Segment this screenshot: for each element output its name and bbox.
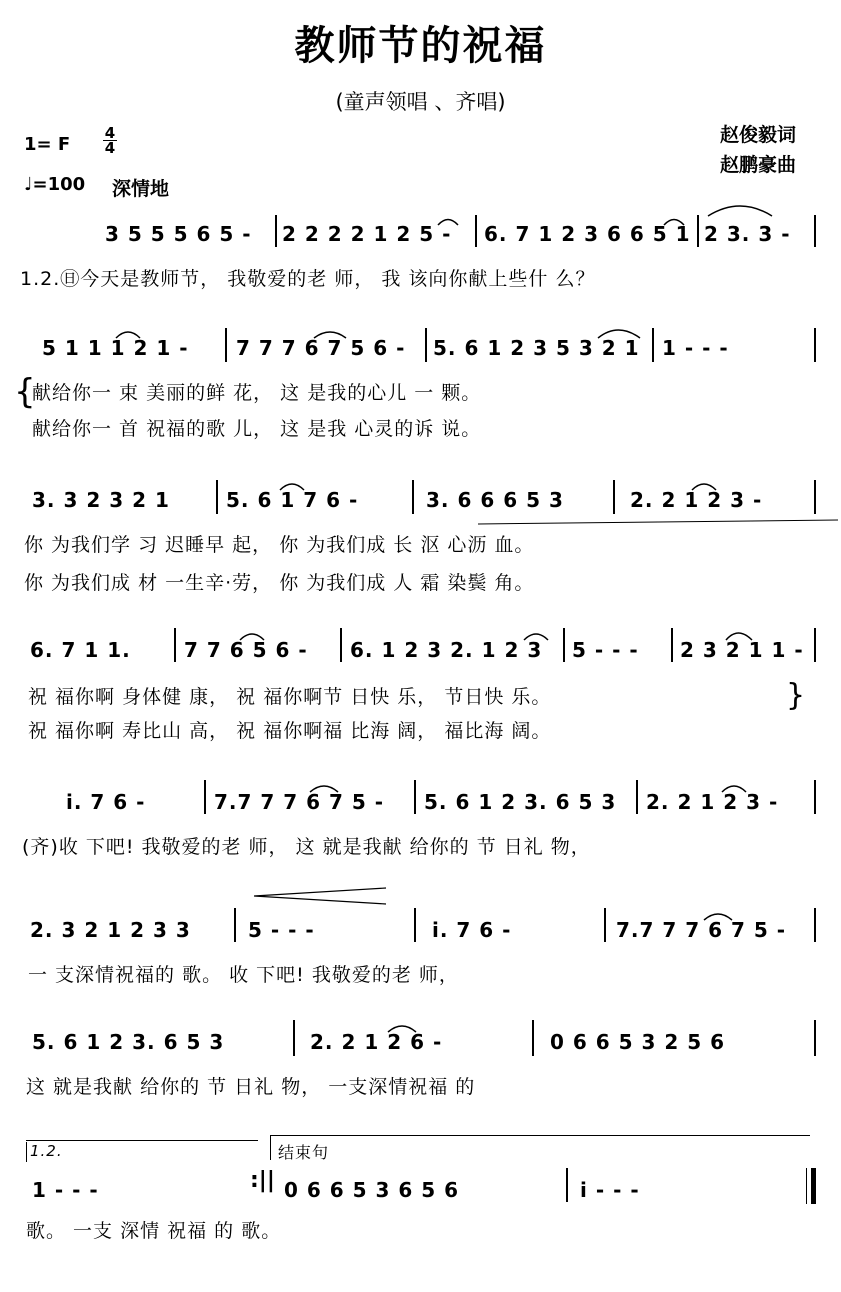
measure-4-2: 7 7 6 5 6 - <box>184 638 308 662</box>
crescendo-mark <box>254 888 386 904</box>
expression-marking: 深情地 <box>112 178 170 200</box>
slur-mark <box>314 332 346 338</box>
measure-6-4: 7.7 7 7 6 7 5 - <box>616 918 787 942</box>
slur-mark <box>692 484 716 490</box>
lyric-line-4b: 祝 福你啊 寿比山 高， 祝 福你啊福 比海 阔， 福比海 阔。 <box>28 720 552 742</box>
measure-3-1: 3. 3 2 3 2 1 <box>32 488 170 512</box>
measure-1-1: 3 5 5 5 6 5 - <box>105 222 252 246</box>
left-brace: { <box>14 372 36 412</box>
lyric-line-2a: 献给你一 束 美丽的鲜 花， 这 是我的心儿 一 颗。 <box>32 382 482 404</box>
slur-mark <box>240 634 264 640</box>
measure-4-3: 6. 1 2 3 2. 1 2 3 <box>350 638 543 662</box>
slur-mark <box>722 786 746 792</box>
measure-6-3: i. 7 6 - <box>432 918 512 942</box>
coda-label: 结束句 <box>278 1143 330 1162</box>
slur-mark <box>388 1026 416 1032</box>
measure-2-4: 1 - - - <box>662 336 729 360</box>
measure-8-2: 0 6 6 5 3 6 5 6 <box>284 1178 460 1202</box>
slur-mark <box>310 786 338 792</box>
measure-1-4: 2 3. 3 - <box>704 222 791 246</box>
measure-6-2: 5 - - - <box>248 918 315 942</box>
slur-mark <box>438 220 458 226</box>
measure-3-2: 5. 6 1 7 6 - <box>226 488 359 512</box>
measure-3-3: 3. 6 6 6 5 3 <box>426 488 564 512</box>
measure-8-1: 1 - - - <box>32 1178 99 1202</box>
right-brace: } <box>786 678 806 713</box>
composer-credit: 赵鹏豪曲 <box>720 154 797 176</box>
key-signature: 1= F <box>24 134 71 155</box>
slur-mark <box>726 633 752 640</box>
lyricist-credit: 赵俊毅词 <box>720 124 797 146</box>
measure-8-3: i - - - <box>580 1178 640 1202</box>
slur-mark <box>280 484 304 490</box>
measure-7-2: 2. 2 1 2 6 - <box>310 1030 443 1054</box>
measure-2-3: 5. 6 1 2 3 5 3 2 1 <box>433 336 640 360</box>
lyric-line-8: 歌。 一支 深情 祝福 的 歌。 <box>26 1220 282 1242</box>
tempo-value: =100 <box>32 174 86 195</box>
slur-mark <box>664 220 684 226</box>
measure-1-3: 6. 7 1 2 3 6 6 5 1 <box>484 222 691 246</box>
measure-5-3: 5. 6 1 2 3. 6 5 3 <box>424 790 617 814</box>
time-signature-top: 4 <box>104 124 116 142</box>
measure-5-4: 2. 2 1 2 3 - <box>646 790 779 814</box>
measure-4-1: 6. 7 1 1. <box>30 638 131 662</box>
repeat-sign: :|| <box>250 1168 275 1193</box>
measure-1-2: 2 2 2 2 1 2 5 - <box>282 222 452 246</box>
measure-6-1: 2. 3 2 1 2 3 3 <box>30 918 191 942</box>
measure-4-4: 5 - - - <box>572 638 639 662</box>
lyric-line-1: 1.2.㊐今天是教师节， 我敬爱的老 师， 我 该向你献上些什 么？ <box>20 268 596 290</box>
measure-4-5: 2 3 2 1 1 - <box>680 638 804 662</box>
measure-3-4: 2. 2 1 2 3 - <box>630 488 763 512</box>
measure-7-3: 0 6 6 5 3 2 5 6 <box>550 1030 726 1054</box>
time-signature-bottom: 4 <box>104 139 116 157</box>
measure-5-1: i. 7 6 - <box>66 790 146 814</box>
song-title: 教师节的祝福 <box>294 23 547 69</box>
lyric-line-2b: 献给你一 首 祝福的歌 儿， 这 是我 心灵的诉 说。 <box>32 418 482 440</box>
volta-1-label: 1.2. <box>30 1142 63 1160</box>
slur-mark <box>598 330 640 338</box>
slur-mark <box>708 206 772 216</box>
lyric-line-5: (齐)收 下吧! 我敬爱的老 师， 这 就是我献 给你的 节 日礼 物， <box>22 836 591 858</box>
rule-line <box>478 520 838 524</box>
slur-mark <box>116 332 140 338</box>
lyric-line-3b: 你 为我们成 材 一生辛·劳， 你 为我们成 人 霜 染鬓 角。 <box>24 572 535 594</box>
song-subtitle: (童声领唱 、齐唱) <box>335 90 506 114</box>
lyric-line-7: 这 就是我献 给你的 节 日礼 物， 一支深情祝福 的 <box>26 1076 476 1098</box>
measure-2-1: 5 1 1 1 2 1 - <box>42 336 189 360</box>
quarter-note-icon: ♩ <box>24 174 33 195</box>
measure-2-2: 7 7 7 6 7 5 6 - <box>236 336 406 360</box>
lyric-line-3a: 你 为我们学 习 迟睡早 起， 你 为我们成 长 沤 心沥 血。 <box>24 534 535 556</box>
measure-7-1: 5. 6 1 2 3. 6 5 3 <box>32 1030 225 1054</box>
slur-mark <box>704 914 732 920</box>
lyric-line-4a: 祝 福你啊 身体健 康， 祝 福你啊节 日快 乐， 节日快 乐。 <box>28 686 552 708</box>
lyric-line-6: 一 支深情祝福的 歌。 收 下吧! 我敬爱的老 师， <box>28 964 459 986</box>
measure-5-2: 7.7 7 7 6 7 5 - <box>214 790 385 814</box>
slur-mark <box>524 634 548 640</box>
